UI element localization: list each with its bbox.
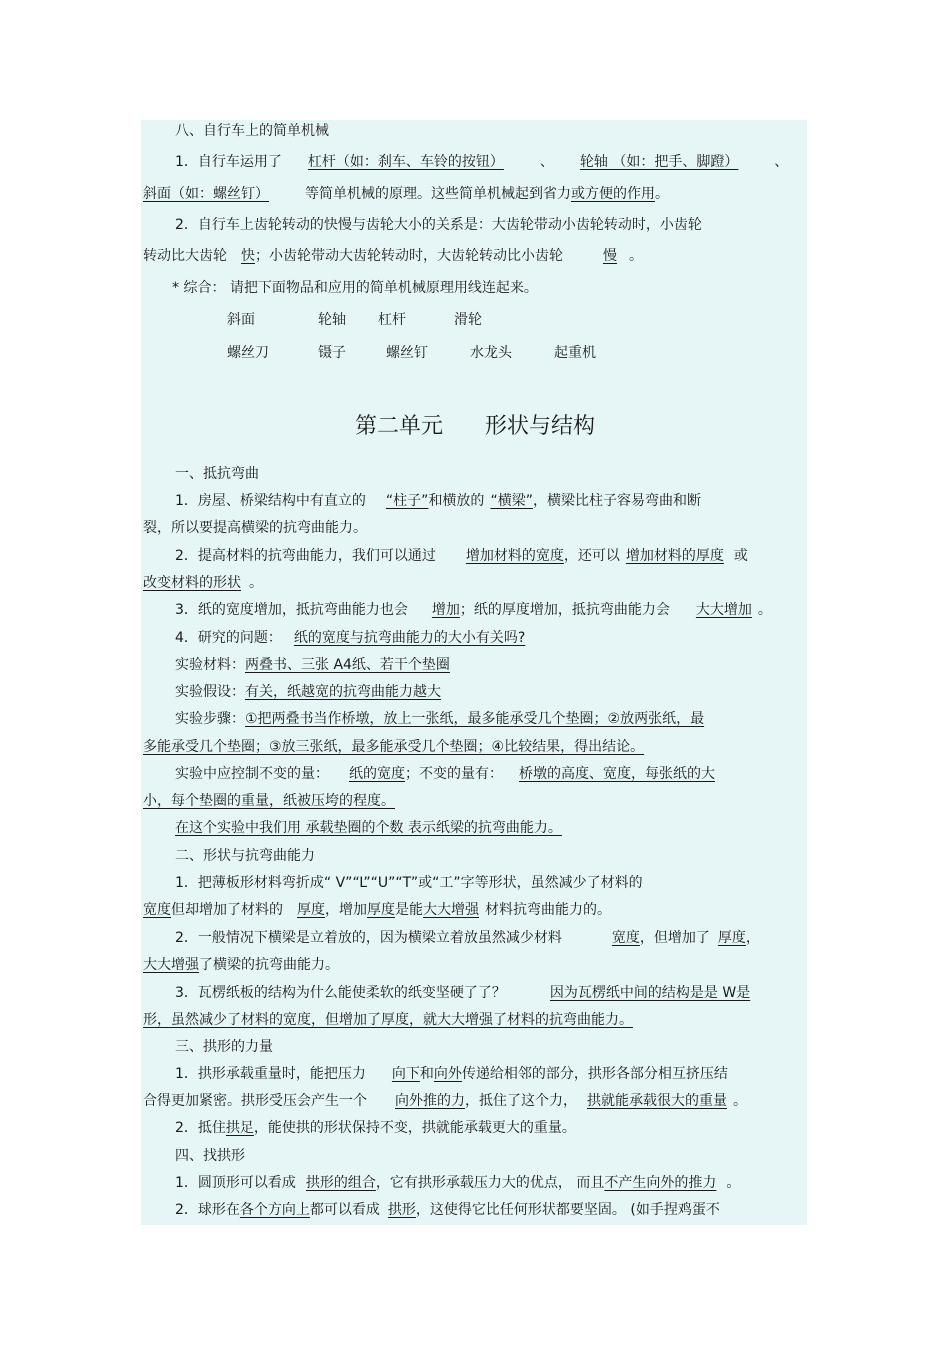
section-heading-4: 四、找拱形 — [175, 1148, 245, 1164]
answer-blank: 因为瓦楞纸中间的结构是是 W是 — [549, 985, 751, 1001]
answer-blank: 桥墩的高度、宽度，每张纸的大 — [519, 766, 715, 782]
answer-blank: 杠杆（如：刹车、车铃的按钮） — [307, 154, 504, 170]
answer-blank: 斜面（如：螺丝钉） — [143, 186, 269, 202]
p1-q2-line1: 2．提高材料的抗弯曲能力，我们可以通过 增加材料的宽度，还可以 增加材料的厚度 或 — [175, 548, 748, 564]
s8-q2-line2: 转动比大齿轮 快；小齿轮带动大齿轮转动时，大齿轮转动比小齿轮 慢 。 — [143, 248, 643, 264]
item-tweezers: 镊子 — [318, 345, 346, 361]
p4-q2: 2．球形在各个方向上都可以看成 拱形，这使得它比任何形状都要坚固。 (如手捏鸡蛋不 — [175, 1202, 720, 1218]
answer-blank: 大大增加 — [695, 602, 752, 618]
item-screw: 螺丝钉 — [386, 345, 428, 361]
answer-blank: 多能承受几个垫圈；③放三张纸，最多能承受几个垫圈；④比较结果，得出结论。 — [143, 739, 645, 755]
answer-blank: 拱形 — [387, 1202, 416, 1218]
p1-q3: 3．纸的宽度增加，抵抗弯曲能力也会 增加；纸的厚度增加，抵抗弯曲能力会 大大增加 。 — [175, 602, 772, 618]
answer-blank: 慢 — [603, 248, 617, 264]
answer-blank: 厚度 — [717, 930, 746, 946]
answer-blank: 有关，纸越宽的抗弯曲能力越大 — [245, 684, 441, 700]
answer-blank: 纸的宽度 — [349, 766, 405, 782]
principle-wheel-axle: 轮轴 — [318, 312, 346, 328]
p1-q4: 4．研究的问题： 纸的宽度与抗弯曲能力的大小有关吗? — [175, 630, 526, 646]
answer-blank: “柱子” — [385, 493, 429, 509]
answer-blank: 或方便的作用 — [571, 186, 655, 202]
answer-blank: 各个方向上 — [239, 1202, 310, 1218]
p1-steps-line1: 实验步骤：①把两叠书当作桥墩，放上一张纸，最多能承受几个垫圈；②放两张纸，最 — [175, 711, 705, 727]
answer-blank: 向外 — [433, 1066, 462, 1082]
s8-q2-line1: 2．自行车上齿轮转动的快慢与齿轮大小的关系是：大齿轮带动小齿轮转动时，小齿轮 — [175, 217, 702, 233]
answer-blank: 大大增强 — [423, 902, 479, 918]
p2-q3-line2 — [143, 1010, 807, 1030]
answer-blank: 改变材料的形状 — [143, 575, 241, 591]
section-heading-2: 二、形状与抗弯曲能力 — [175, 848, 315, 864]
p1-hypothesis: 实验假设：有关，纸越宽的抗弯曲能力越大 — [175, 684, 441, 700]
answer-blank: 纸的宽度与抗弯曲能力的大小有关吗? — [293, 630, 526, 646]
p2-q2-line2: 大大增强了横梁的抗弯曲能力。 — [143, 957, 339, 973]
item-faucet: 水龙头 — [470, 345, 512, 361]
section-heading-8: 八、自行车上的简单机械 — [175, 123, 329, 139]
unit-title: 第二单元 形状与结构 — [355, 414, 595, 439]
p3-q1-line1: 1．拱形承载重量时，能把压力 向下和向外传递给相邻的部分，拱形各部分相互挤压结 — [175, 1066, 728, 1082]
answer-blank: 不产生向外的推力 — [604, 1175, 717, 1191]
answer-blank: 宽度 — [611, 930, 640, 946]
principle-list — [0, 310, 950, 330]
p1-steps-line2 — [143, 737, 807, 757]
p2-q2-line1: 2．一般情况下横梁是立着放的，因为横梁立着放虽然减少材料 宽度，但增加了 厚度， — [175, 930, 760, 946]
p1-materials: 实验材料：两叠书、三张 A4纸、若干个垫圈 — [175, 657, 450, 673]
item-screwdriver: 螺丝刀 — [227, 345, 269, 361]
item-list — [0, 343, 950, 363]
p2-q1-line2: 宽度但却增加了材料的 厚度，增加厚度是能大大增强 材料抗弯曲能力的。 — [143, 902, 611, 918]
p2-q3-line1: 3．瓦楞纸板的结构为什么能使柔软的纸变坚硬了了？ 因为瓦楞纸中间的结构是是 W是 — [175, 985, 751, 1001]
p2-q1-line1: 1．把薄板形材料弯折成“ V”“L”“U”“T”或“工”字等形状，虽然减少了材料的 — [175, 875, 643, 891]
answer-blank: ①把两叠书当作桥墩，放上一张纸，最多能承受几个垫圈；②放两张纸，最 — [245, 711, 705, 727]
answer-blank: “横梁” — [490, 493, 533, 509]
item-crane: 起重机 — [554, 345, 596, 361]
p1-q1-line2: 裂，所以要提高横梁的抗弯曲能力。 — [143, 520, 367, 536]
s8-summary: * 综合： 请把下面物品和应用的简单机械原理用线连起来。 — [172, 280, 538, 296]
p1-control-line1: 实验中应控制不变的量： 纸的宽度；不变的量有： 桥墩的高度、宽度，每张纸的大 — [175, 766, 715, 782]
principle-pulley: 滑轮 — [454, 312, 482, 328]
answer-blank: 增加材料的宽度 — [465, 548, 564, 564]
section-heading-1: 一、抵抗弯曲 — [175, 466, 259, 482]
answer-blank: 快 — [241, 248, 255, 264]
answer-blank: 拱足 — [225, 1120, 254, 1136]
answer-blank: 向下 — [391, 1066, 420, 1082]
answer-blank: 厚度 — [297, 902, 325, 918]
p1-control-line2 — [143, 791, 807, 811]
answer-blank: 小，每个垫圈的重量，纸被压垮的程度。 — [143, 793, 395, 809]
answer-blank: 形，虽然减少了材料的宽度，但增加了厚度，就大大增强了材料的抗弯曲能力。 — [143, 1012, 633, 1028]
p3-q2: 2．抵住拱足，能使拱的形状保持不变，拱就能承载更大的重量。 — [175, 1120, 576, 1136]
answer-blank: 两叠书、三张 A4纸、若干个垫圈 — [245, 657, 450, 673]
p1-q1-line1: 1．房屋、桥梁结构中有直立的 “柱子”和横放的 “横梁”，横梁比柱子容易弯曲和断 — [175, 493, 701, 509]
answer-blank: 宽度 — [143, 902, 171, 918]
p4-q1: 1．圆顶形可以看成 拱形的组合，它有拱形承载压力大的优点， 而且不产生向外的推力 。 — [175, 1175, 741, 1191]
p3-q1-line2: 合得更加紧密。拱形受压会产生一个 向外推的力，抵住了这个力， 拱就能承载很大的重量 。 — [143, 1093, 747, 1109]
answer-blank: 拱形的组合 — [305, 1175, 376, 1191]
answer-blank: 在这个实验中我们用 承载垫圈的个数 表示纸梁的抗弯曲能力。 — [175, 820, 562, 836]
answer-blank: 拱就能承载很大的重量 — [587, 1093, 727, 1109]
s8-q1-line2: 斜面（如：螺丝钉） 等简单机械的原理。这些简单机械起到省力或方便的作用。 — [143, 186, 669, 202]
principle-lever: 杠杆 — [378, 312, 406, 328]
answer-blank: 向外推的力 — [395, 1093, 465, 1109]
answer-blank: 增加材料的厚度 — [625, 548, 724, 564]
answer-blank: 大大增强 — [143, 957, 199, 973]
answer-blank: 轮轴 （如：把手、脚蹬） — [579, 154, 739, 170]
p1-q2-line2: 改变材料的形状 。 — [143, 575, 263, 591]
section-heading-3: 三、拱形的力量 — [175, 1039, 273, 1055]
principle-inclined-plane: 斜面 — [227, 312, 255, 328]
answer-blank: 增加 — [431, 602, 460, 618]
answer-blank: 厚度 — [367, 902, 395, 918]
s8-q1-line1: 1．自行车运用了 杠杆（如：刹车、车铃的按钮） 、 轮轴 （如：把手、脚蹬） 、 — [175, 154, 789, 170]
p1-conclusion — [143, 818, 807, 838]
